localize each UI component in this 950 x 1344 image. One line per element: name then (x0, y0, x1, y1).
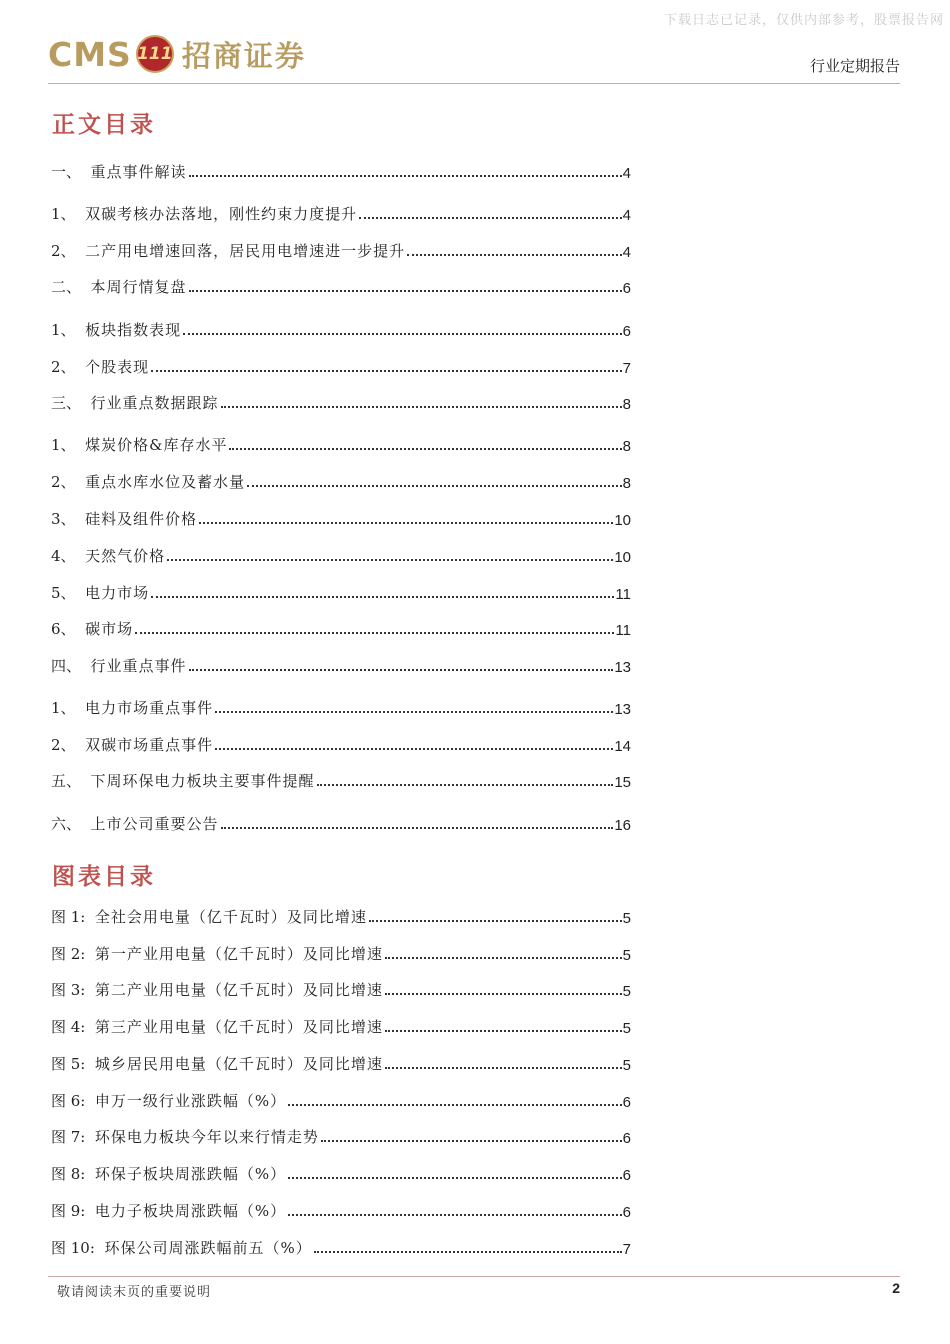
toc-item-number: 2、 (51, 473, 86, 491)
toc-item-page: 14 (614, 738, 631, 755)
toc-item-number: 2、 (51, 358, 86, 376)
figure-item-label: 电力子板块周涨跌幅（%） (94, 1202, 287, 1220)
toc-leader (288, 1214, 621, 1216)
figure-item[interactable] (51, 1199, 631, 1221)
toc-leader (215, 711, 613, 713)
toc-item[interactable] (51, 470, 631, 492)
watermark: 下载日志已记录，仅供内部参考，股票报告网 (663, 13, 944, 28)
toc-item[interactable] (51, 202, 631, 224)
logo-cms-text: CMS (48, 34, 132, 74)
figure-item-number: 图 10: (51, 1239, 105, 1257)
toc-leader (321, 1140, 622, 1142)
toc-item-number: 5、 (51, 584, 86, 602)
toc-leader (247, 485, 622, 487)
toc-item-label: 行业重点数据跟踪 (90, 394, 219, 412)
toc-item-label: 电力市场重点事件 (85, 699, 214, 717)
report-type: 行业定期报告 (809, 57, 900, 75)
toc-leader (151, 596, 614, 598)
toc-item-number: 五、 (51, 772, 91, 790)
figure-item-page: 6 (622, 1130, 631, 1147)
figure-item[interactable] (51, 1015, 631, 1037)
toc-leader (221, 406, 622, 408)
toc-item-label: 电力市场 (85, 584, 150, 602)
toc-leader (385, 957, 622, 959)
toc-item-page: 4 (622, 165, 631, 182)
toc-leader (359, 217, 622, 219)
figure-item[interactable] (51, 1125, 631, 1147)
toc-item-label: 个股表现 (85, 358, 150, 376)
figure-item-label: 申万一级行业涨跌幅（%） (94, 1092, 287, 1110)
toc-item[interactable] (51, 696, 631, 718)
toc-leader (189, 669, 614, 671)
toc-item[interactable] (51, 544, 631, 566)
logo-emblem-icon: 111 (136, 35, 174, 73)
toc-item[interactable] (51, 733, 631, 755)
figure-item-page: 6 (622, 1167, 631, 1184)
figure-item[interactable] (51, 1236, 631, 1258)
toc-leader (221, 827, 614, 829)
toc-leader (288, 1177, 621, 1179)
toc-item-number: 六、 (51, 815, 91, 833)
figure-item[interactable] (51, 1162, 631, 1184)
toc-leader (385, 993, 622, 995)
figure-item-page: 5 (622, 1057, 631, 1074)
toc-title: 正文目录 (52, 111, 156, 138)
toc-leader (385, 1030, 622, 1032)
figure-item-page: 5 (622, 983, 631, 1000)
toc-item[interactable] (51, 654, 631, 676)
toc-item[interactable] (51, 239, 631, 261)
toc-item-label: 上市公司重要公告 (90, 815, 219, 833)
figure-item-label: 第三产业用电量（亿千瓦时）及同比增速 (94, 1018, 383, 1036)
toc-item-number: 1、 (51, 321, 86, 339)
toc-item-number: 4、 (51, 547, 86, 565)
toc-item[interactable] (51, 160, 631, 182)
figure-item-number: 图 6: (51, 1092, 95, 1110)
figure-item[interactable] (51, 978, 631, 1000)
figure-item-label: 第一产业用电量（亿千瓦时）及同比增速 (94, 945, 383, 963)
toc-item-number: 6、 (51, 620, 86, 638)
footer-disclaimer-note: 敬请阅读末页的重要说明 (57, 1285, 212, 1300)
toc-item-page: 13 (614, 701, 631, 718)
toc-leader (199, 522, 613, 524)
figure-item-label: 环保公司周涨跌幅前五（%） (104, 1239, 312, 1257)
figure-item-number: 图 5: (51, 1055, 95, 1073)
toc-leader (135, 632, 614, 634)
toc-item-page: 13 (614, 659, 631, 676)
toc-item-label: 双碳市场重点事件 (85, 736, 214, 754)
logo-company-name: 招商证券 (181, 38, 306, 73)
toc-item-page: 8 (622, 438, 631, 455)
toc-item-label: 板块指数表现 (85, 321, 182, 339)
toc-item[interactable] (51, 355, 631, 377)
toc-item-page: 6 (622, 323, 631, 340)
figure-item-number: 图 1: (51, 908, 95, 926)
toc-item[interactable] (51, 275, 631, 297)
toc-item-number: 二、 (51, 278, 91, 296)
toc-item[interactable] (51, 769, 631, 791)
toc-item-number: 3、 (51, 510, 86, 528)
figure-item-label: 第二产业用电量（亿千瓦时）及同比增速 (94, 981, 383, 999)
figure-item[interactable] (51, 1089, 631, 1111)
toc-item-page: 4 (622, 244, 631, 261)
toc-item-page: 4 (622, 207, 631, 224)
toc-item-label: 本周行情复盘 (90, 278, 187, 296)
figure-item-label: 全社会用电量（亿千瓦时）及同比增速 (94, 908, 367, 926)
toc-item-label: 行业重点事件 (90, 657, 187, 675)
toc-item[interactable] (51, 617, 631, 639)
figure-item-number: 图 2: (51, 945, 95, 963)
toc-item-label: 下周环保电力板块主要事件提醒 (90, 772, 315, 790)
figure-item-number: 图 7: (51, 1128, 95, 1146)
toc-item-page: 11 (615, 586, 631, 603)
toc-item-page: 10 (614, 512, 631, 529)
header-divider (48, 83, 900, 84)
toc-item-page: 15 (614, 774, 631, 791)
toc-leader (288, 1104, 621, 1106)
toc-item-page: 8 (622, 475, 631, 492)
figure-item-page: 6 (622, 1094, 631, 1111)
figure-item-page: 5 (622, 947, 631, 964)
toc-item-number: 2、 (51, 242, 86, 260)
toc-item-page: 11 (615, 622, 631, 639)
toc-item-page: 16 (614, 817, 631, 834)
toc-item[interactable] (51, 812, 631, 834)
figure-item-label: 环保电力板块今年以来行情走势 (94, 1128, 319, 1146)
toc-leader (314, 1251, 622, 1253)
toc-leader (385, 1067, 622, 1069)
company-logo (48, 32, 306, 76)
toc-item-number: 一、 (51, 163, 91, 181)
toc-leader (167, 559, 613, 561)
toc-leader (215, 748, 613, 750)
figure-item[interactable] (51, 1052, 631, 1074)
figure-item[interactable] (51, 905, 631, 927)
page-number: 2 (892, 1280, 900, 1296)
toc-item[interactable] (51, 433, 631, 455)
figure-item-number: 图 3: (51, 981, 95, 999)
toc-leader (317, 784, 614, 786)
toc-item-page: 6 (622, 280, 631, 297)
toc-item[interactable] (51, 507, 631, 529)
toc-item-label: 重点事件解读 (90, 163, 187, 181)
toc-item[interactable] (51, 318, 631, 340)
toc-item-label: 天然气价格 (85, 547, 166, 565)
toc-item-number: 四、 (51, 657, 91, 675)
toc-item[interactable] (51, 581, 631, 603)
toc-item-page: 10 (614, 549, 631, 566)
figure-item[interactable] (51, 942, 631, 964)
toc-leader (189, 175, 622, 177)
toc-leader (183, 333, 622, 335)
figure-item-number: 图 8: (51, 1165, 95, 1183)
toc-item-label: 二产用电增速回落，居民用电增速进一步提升 (85, 242, 406, 260)
toc-item-label: 双碳考核办法落地，刚性约束力度提升 (85, 205, 358, 223)
toc-item-page: 8 (622, 396, 631, 413)
figure-item-number: 图 9: (51, 1202, 95, 1220)
toc-leader (189, 290, 622, 292)
toc-item-label: 碳市场 (85, 620, 134, 638)
figure-item-page: 5 (622, 910, 631, 927)
toc-item-page: 7 (622, 360, 631, 377)
toc-item-number: 三、 (51, 394, 91, 412)
toc-item-number: 1、 (51, 205, 86, 223)
toc-item-label: 重点水库水位及蓄水量 (85, 473, 246, 491)
toc-item[interactable] (51, 391, 631, 413)
figure-item-label: 环保子板块周涨跌幅（%） (94, 1165, 287, 1183)
figure-item-page: 5 (622, 1020, 631, 1037)
figure-item-page: 7 (622, 1241, 631, 1258)
toc-item-number: 1、 (51, 699, 86, 717)
figures-title: 图表目录 (52, 863, 156, 890)
figure-item-page: 6 (622, 1204, 631, 1221)
toc-item-label: 煤炭价格&库存水平 (85, 436, 228, 454)
toc-leader (229, 448, 621, 450)
figure-item-number: 图 4: (51, 1018, 95, 1036)
toc-leader (151, 370, 622, 372)
toc-item-label: 硅料及组件价格 (85, 510, 198, 528)
toc-leader (369, 920, 622, 922)
footer-divider (48, 1276, 900, 1277)
figure-item-label: 城乡居民用电量（亿千瓦时）及同比增速 (94, 1055, 383, 1073)
toc-item-number: 1、 (51, 436, 86, 454)
toc-leader (407, 254, 622, 256)
toc-item-number: 2、 (51, 736, 86, 754)
